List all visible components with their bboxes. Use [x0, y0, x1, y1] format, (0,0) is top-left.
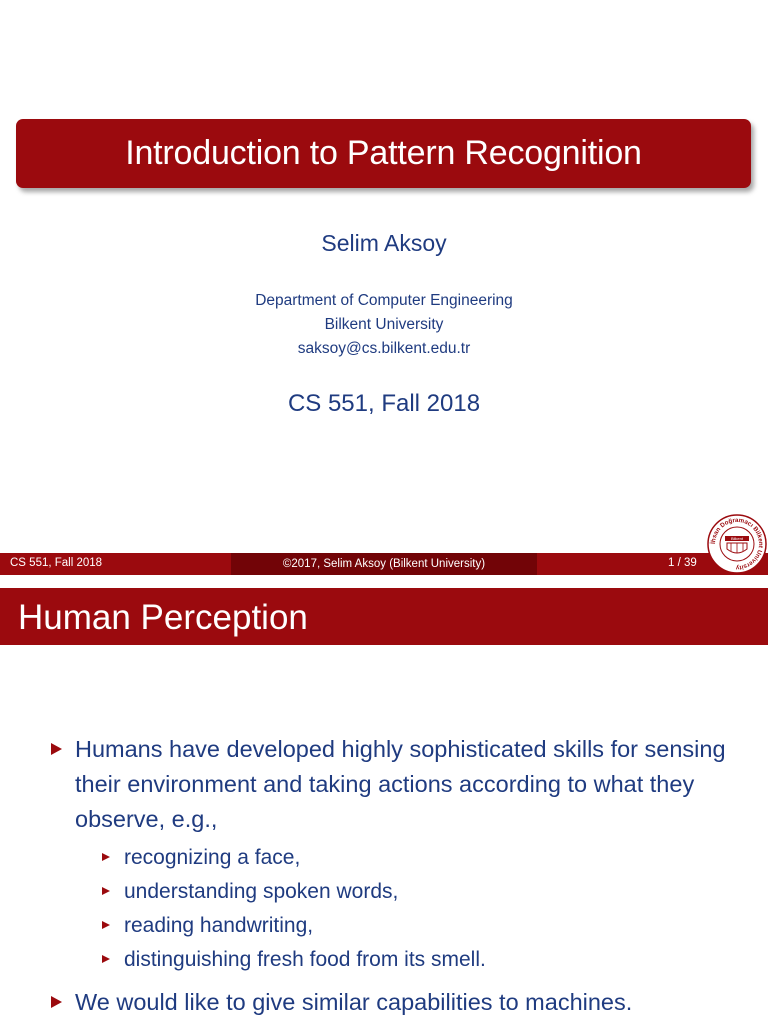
- footer-copyright: ©2017, Selim Aksoy (Bilkent University): [231, 553, 537, 575]
- sub-bullet-triangle-icon: [102, 853, 110, 861]
- author-name: Selim Aksoy: [321, 230, 447, 256]
- sub-bullet-item: reading handwriting,: [124, 914, 314, 937]
- author-email: saksoy@cs.bilkent.edu.tr: [297, 340, 471, 357]
- sub-bullet-item: distinguishing fresh food from its smell.: [124, 948, 486, 971]
- slide2-header: [0, 588, 768, 645]
- bullet-item: We would like to give similar capabilities to machines.: [75, 989, 633, 1015]
- university-seal-logo: [707, 514, 767, 574]
- sub-bullet-item: recognizing a face,: [124, 846, 301, 869]
- bullet-triangle-icon: [51, 996, 62, 1008]
- sub-bullet-triangle-icon: [102, 921, 110, 929]
- seal-ring-text: İhsan Doğramacı Bilkent University: [709, 516, 765, 572]
- footer-course: CS 551, Fall 2018: [10, 557, 103, 569]
- department: Department of Computer Engineering: [255, 292, 513, 309]
- university: Bilkent University: [324, 316, 444, 333]
- sub-bullet-item: understanding spoken words,: [124, 880, 399, 903]
- bullet-item: Humans have developed highly sophisticated skills for sensing their environment and taking actions according to what they observe, e.g.,: [75, 736, 726, 832]
- bullet-triangle-icon: [51, 743, 62, 755]
- footer-page-number: 1 / 39: [668, 557, 697, 569]
- slide2-title: Human Perception: [18, 598, 308, 637]
- course-label: CS 551, Fall 2018: [287, 390, 481, 417]
- title-banner: [16, 119, 751, 188]
- slide-footer: [0, 553, 768, 575]
- seal-inner-text: Bilkent: [730, 536, 744, 541]
- slide-title: Introduction to Pattern Recognition: [125, 134, 642, 172]
- sub-bullet-triangle-icon: [102, 955, 110, 963]
- sub-bullet-triangle-icon: [102, 887, 110, 895]
